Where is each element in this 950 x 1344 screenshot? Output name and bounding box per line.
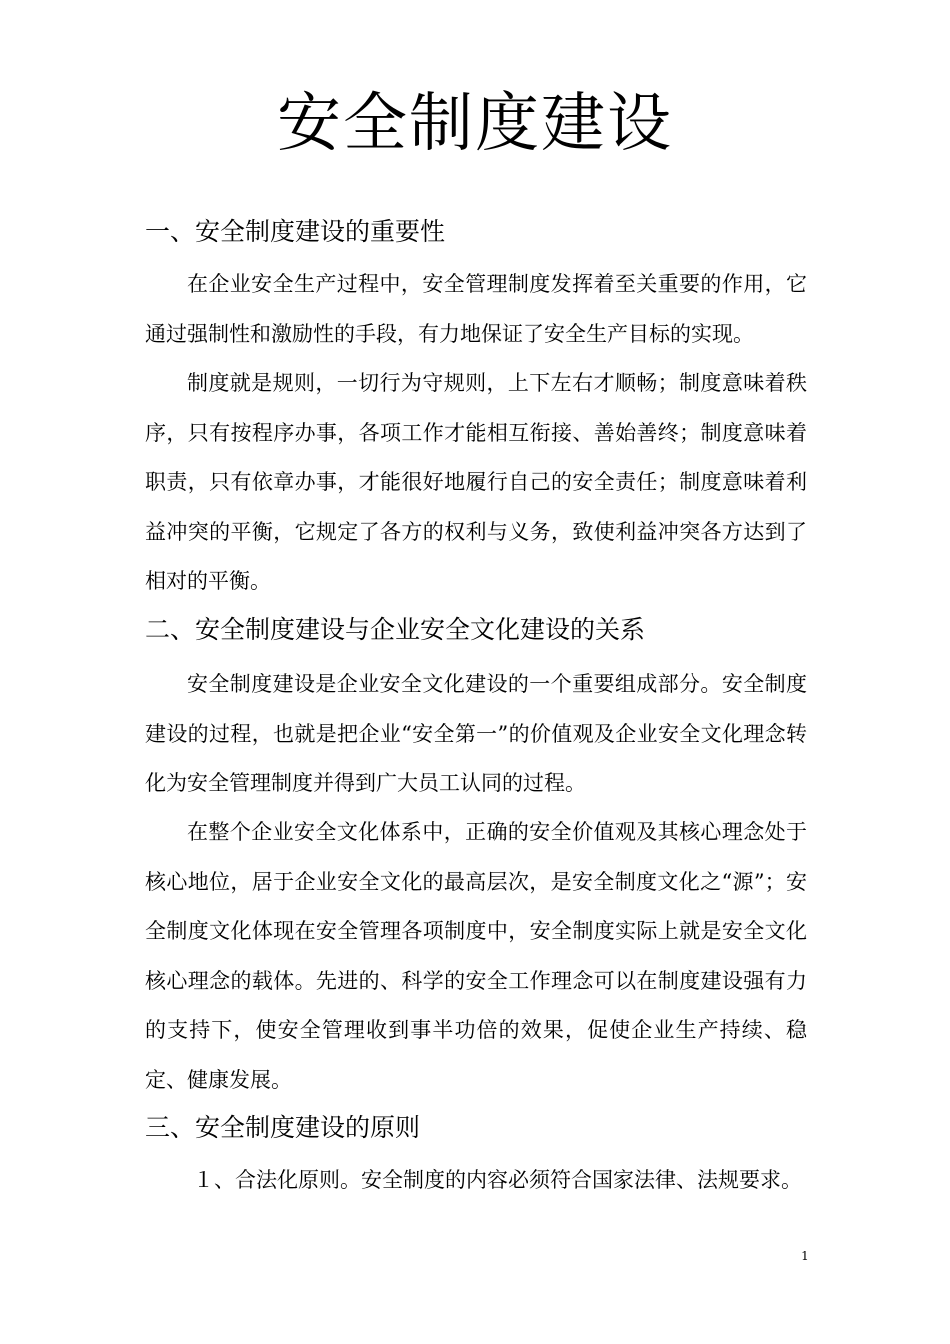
paragraph-relationship-1: 安全制度建设是企业安全文化建设的一个重要组成部分。安全制度建设的过程，也就是把企业“安全第一”的价值观及企业安全文化理念转化为安全管理制度并得到广大员工认同的过程。 [145,672,807,795]
section-heading-relationship: 二、安全制度建设与企业安全文化建设的关系 [145,615,646,644]
paragraph-importance-2: 制度就是规则，一切行为守规则，上下左右才顺畅；制度意味着秩序，只有按程序办事，各项工作才能相互衔接、善始善终；制度意味着职责，只有依章办事，才能很好地履行自己的安全责任；制度意味着利益冲突的平衡，它规定了各方的权利与义务，致使利益冲突各方达到了相对的平衡。 [145,371,807,593]
paragraph-principles-1: １、合法化原则。安全制度的内容必须符合国家法律、法规要求。 [193,1168,802,1192]
paragraph-relationship-2: 在整个企业安全文化体系中，正确的安全价值观及其核心理念处于核心地位，居于企业安全文化的最高层次，是安全制度文化之“源”；安全制度文化体现在安全管理各项制度中，安全制度实际上就是安全文化核心理念的载体。先进的、科学的安全工作理念可以在制度建设强有力的支持下，使安全管理收到事半功倍的效果，促使企业生产持续、稳定、健康发展。 [145,820,807,1092]
paragraph-importance-1: 在企业安全生产过程中，安全管理制度发挥着至关重要的作用，它通过强制性和激励性的手段，有力地保证了安全生产目标的实现。 [145,272,807,346]
page-number: 1 [801,1249,809,1263]
document-title: 安全制度建设 [277,87,673,161]
section-heading-importance: 一、安全制度建设的重要性 [145,217,446,246]
section-heading-principles: 三、安全制度建设的原则 [145,1113,421,1142]
